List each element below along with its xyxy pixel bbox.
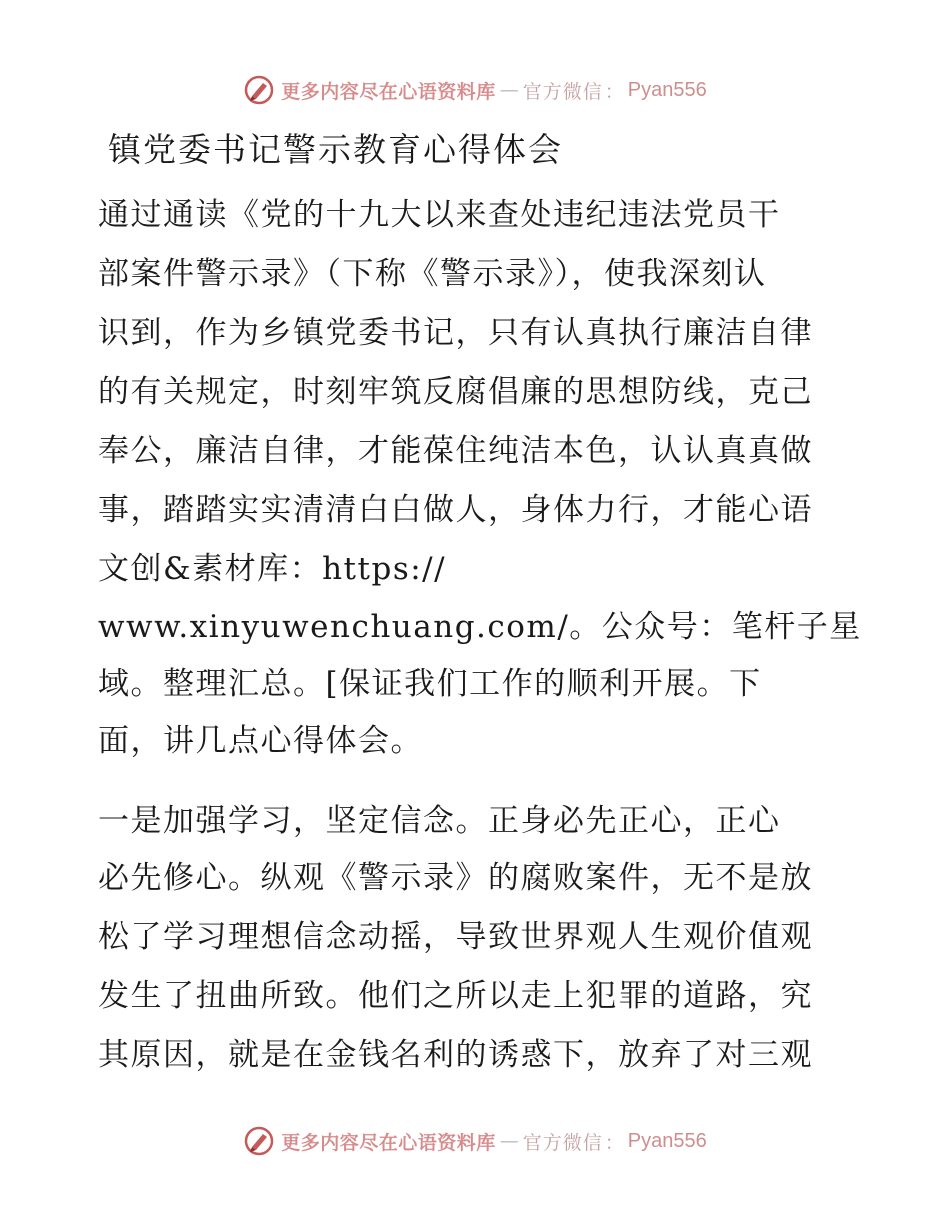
banner-wechat-id: Pyan556 bbox=[627, 78, 707, 101]
banner-slogan: 更多内容尽在心语资料库 bbox=[281, 80, 496, 103]
body-line: 部案件警示录》（下称《警示录》），使我深刻认 bbox=[98, 256, 767, 292]
banner-colon: ： bbox=[604, 80, 624, 103]
body-line: www.xinyuwenchuang.com/。公众号：笔杆子星 bbox=[98, 609, 862, 645]
body-line: 的有关规定，时刻牢筑反腐倡廉的思想防线，克己 bbox=[98, 374, 813, 410]
banner-colon: ： bbox=[604, 1131, 624, 1154]
body-line: 通过通读《党的十九大以来查处违纪违法党员干 bbox=[98, 197, 781, 233]
body-line: 发生了扭曲所致。他们之所以走上犯罪的道路，究 bbox=[98, 978, 813, 1014]
banner-dash: — bbox=[499, 79, 519, 101]
footer-banner bbox=[0, 1121, 950, 1161]
body-line: 松了学习理想信念动摇，导致世界观人生观价值观 bbox=[98, 919, 813, 955]
body-line: 事，踏踏实实清清白白做人，身体力行，才能心语 bbox=[98, 492, 813, 528]
pen-logo-icon bbox=[243, 1125, 275, 1157]
body-line: 文创&素材库：https:// bbox=[98, 551, 447, 587]
body-line: 奉公，廉洁自律，才能葆住纯洁本色，认认真真做 bbox=[98, 433, 813, 469]
body-line: 一是加强学习，坚定信念。正身必先正心，正心 bbox=[98, 803, 781, 839]
body-line: 面，讲几点心得体会。 bbox=[98, 723, 423, 759]
banner-wechat-label: 官方微信 bbox=[522, 80, 603, 103]
header-banner bbox=[0, 70, 950, 110]
banner-wechat-label: 官方微信 bbox=[522, 1131, 603, 1154]
banner-wechat-id: Pyan556 bbox=[627, 1129, 707, 1152]
body-line: 域。整理汇总。[保证我们工作的顺利开展。下 bbox=[98, 666, 762, 702]
body-line: 其原因，就是在金钱名利的诱惑下，放弃了对三观 bbox=[98, 1037, 813, 1073]
body-line: 必先修心。纵观《警示录》的腐败案件，无不是放 bbox=[98, 860, 813, 896]
body-line: 识到，作为乡镇党委书记，只有认真执行廉洁自律 bbox=[98, 315, 813, 351]
pen-logo-icon bbox=[243, 74, 275, 106]
banner-dash: — bbox=[499, 1130, 519, 1152]
document-title: 镇党委书记警示教育心得体会 bbox=[108, 130, 563, 169]
banner-slogan: 更多内容尽在心语资料库 bbox=[281, 1131, 496, 1154]
